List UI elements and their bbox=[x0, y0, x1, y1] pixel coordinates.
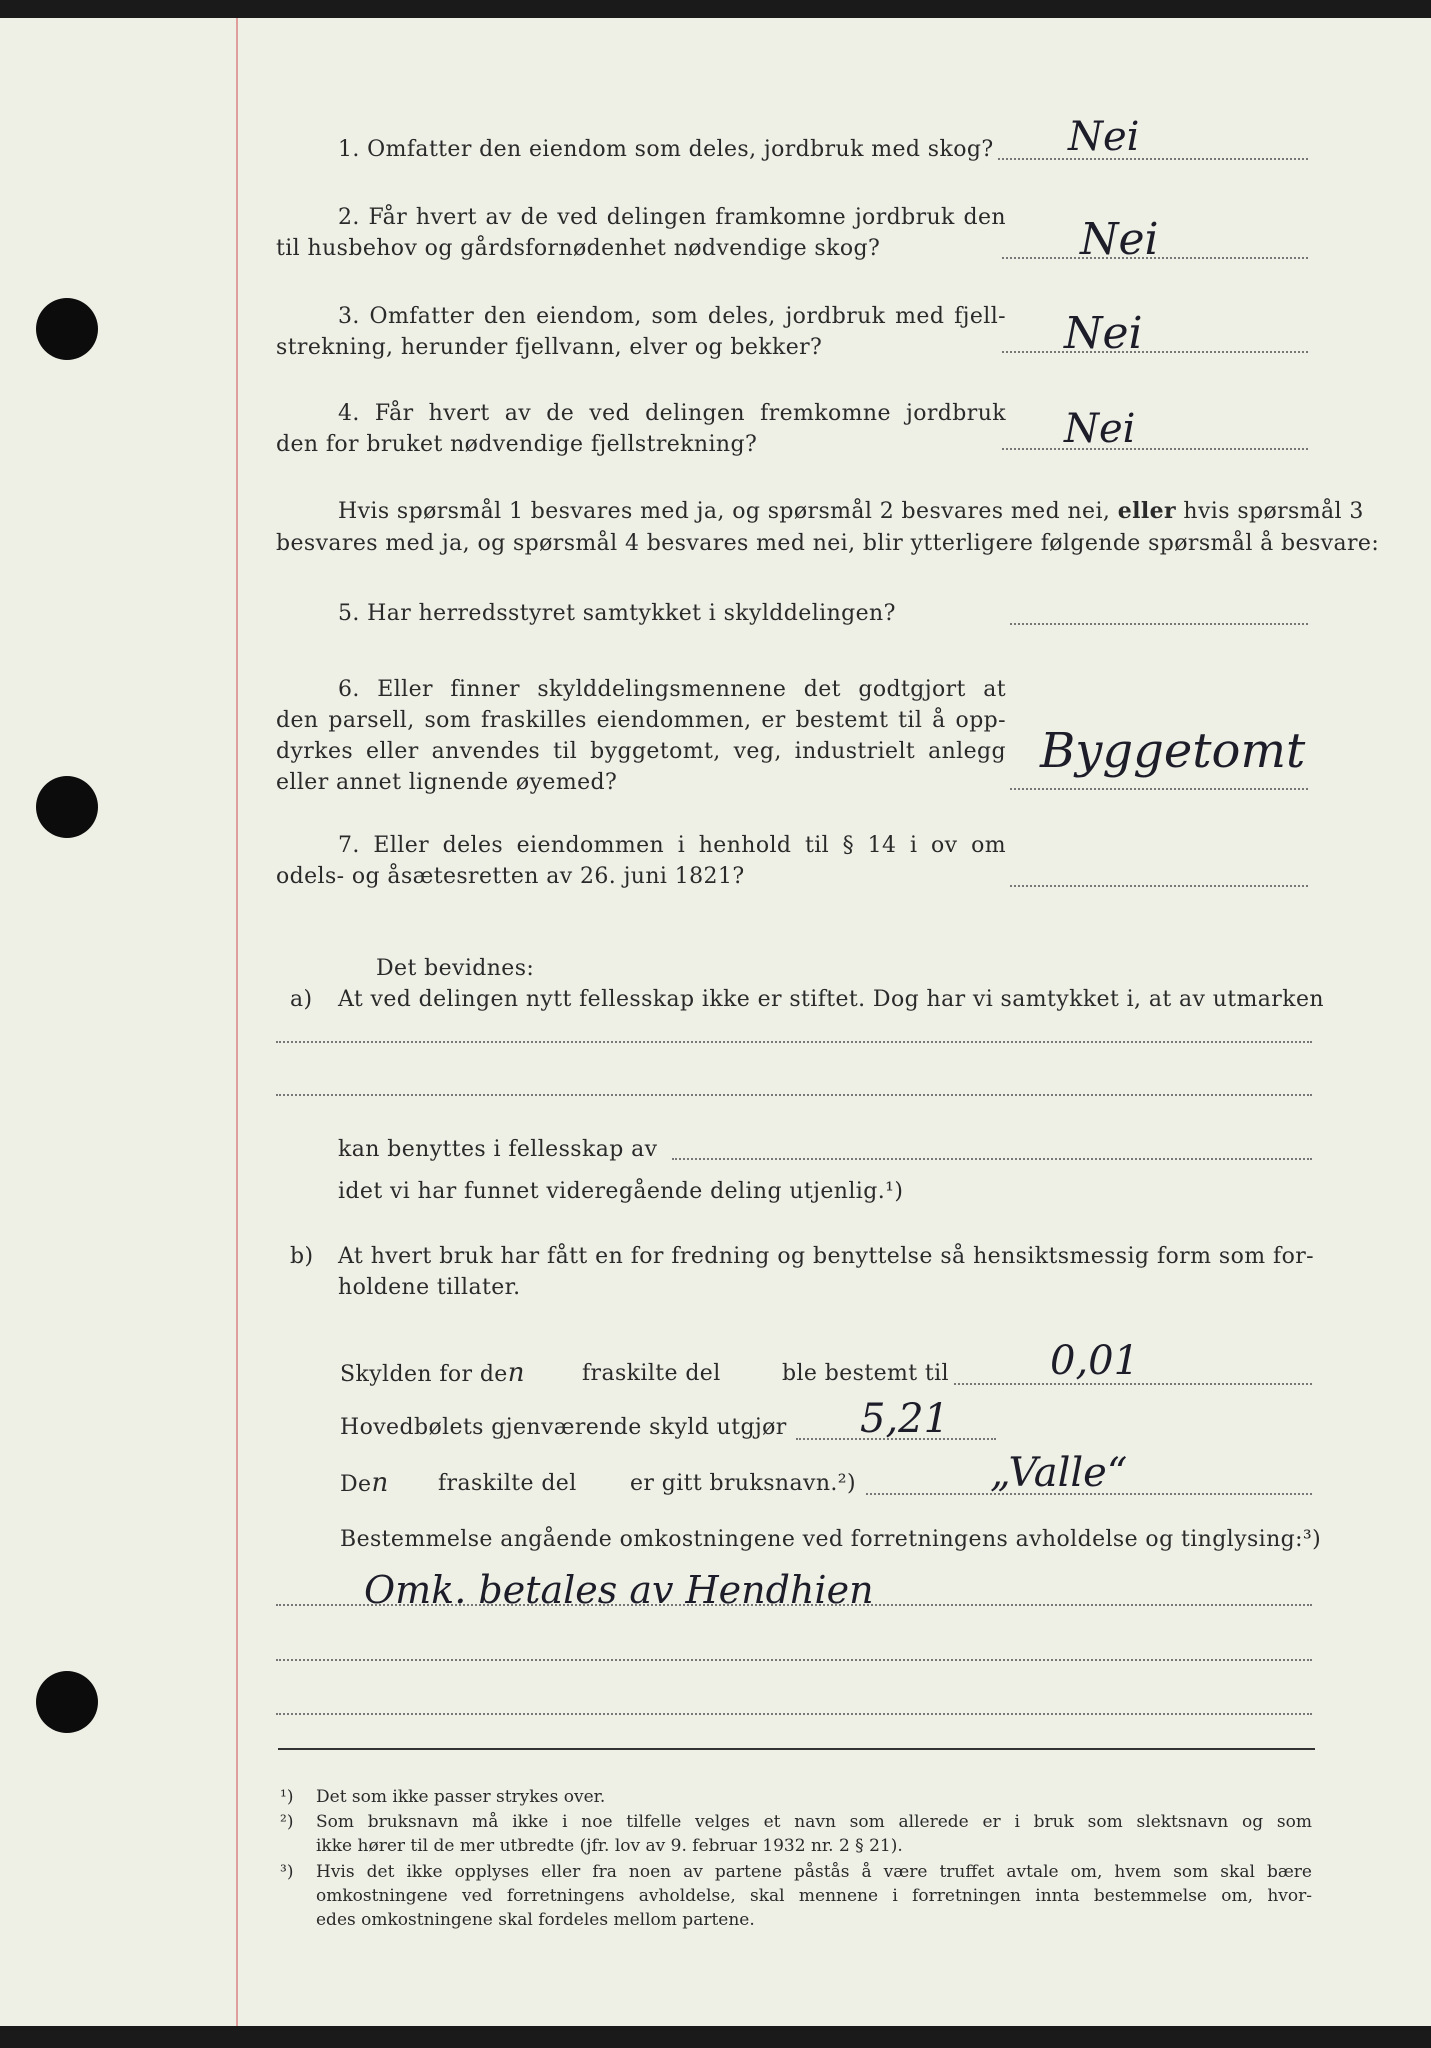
punch-hole-middle bbox=[36, 776, 98, 838]
skyld-label-a: Skylden for den bbox=[340, 1358, 525, 1388]
costs-line-2[interactable] bbox=[276, 1659, 1312, 1661]
footnote-separator bbox=[278, 1748, 1315, 1750]
attest-a-blank-line-1[interactable] bbox=[276, 1041, 1312, 1043]
red-margin-line bbox=[236, 18, 238, 2026]
answer-4-handwritten: Nei bbox=[1064, 406, 1136, 452]
footnote-3: ³) Hvis det ikke opplyses eller fra noen av partene påstås å være truffet avtale om, hvem som skal bære omkostningene ved forretningens avholdelse, skal mennene i forretningen innta bestemmelse om, hvor- edes omkostningene skal fordeles mellom partene. bbox=[280, 1862, 1312, 1930]
instruction-line-1: Hvis spørsmål 1 besvares med ja, og spørsmål 2 besvares med nei, eller hvis spørsmål 3 bbox=[338, 498, 1364, 524]
footnote-2: ²) Som bruksnavn må ikke i noe tilfelle velges et navn som allerede er i bruk som slektsnavn og som ikke hører til de mer utbredte (jfr. lov av 9. februar 1932 nr. 2 § 21). bbox=[280, 1812, 1312, 1856]
answer-line-4[interactable] bbox=[1002, 448, 1308, 450]
attest-a-reason: idet vi har funnet videregående deling utjenlig.¹) bbox=[338, 1179, 904, 1204]
answer-line-5[interactable] bbox=[1010, 623, 1308, 625]
attest-heading: Det bevidnes: bbox=[376, 956, 535, 981]
attest-a-text: At ved delingen nytt fellesskap ikke er stiftet. Dog har vi samtykket i, at av utmarken bbox=[338, 987, 1324, 1012]
question-7-line-1: 7. Eller deles eiendommen i henhold til § 14 i ov om bbox=[338, 833, 1006, 858]
hovedbol-label: Hovedbølets gjenværende skyld utgjør bbox=[340, 1415, 787, 1440]
skyld-label-b: fraskilte del bbox=[582, 1361, 721, 1386]
question-7-line-2: odels- og åsætesretten av 26. juni 1821? bbox=[276, 864, 745, 889]
bruksnavn-label-b: fraskilte del bbox=[438, 1471, 577, 1496]
bruksnavn-label-a: Den bbox=[340, 1468, 389, 1498]
attest-b-line-1: At hvert bruk har fått en for fredning og benyttelse så hensiktsmessig form som for- bbox=[338, 1244, 1314, 1269]
attest-b-marker: b) bbox=[290, 1244, 314, 1269]
instruction-line-2: besvares med ja, og spørsmål 4 besvares med nei, blir ytterligere følgende spørsmål å besvare: bbox=[276, 531, 1380, 556]
question-6-line-4: eller annet lignende øyemed? bbox=[276, 770, 618, 795]
skyld-handwritten-n: n bbox=[507, 1358, 525, 1388]
attest-a-blank-line-2[interactable] bbox=[276, 1094, 1312, 1096]
skyld-value-handwritten: 0,01 bbox=[1050, 1338, 1140, 1384]
answer-2-handwritten: Nei bbox=[1080, 214, 1159, 265]
question-6-line-2: den parsell, som fraskilles eiendommen, er bestemt til å opp- bbox=[276, 708, 1006, 733]
question-6-line-3: dyrkes eller anvendes til byggetomt, veg, industrielt anlegg bbox=[276, 739, 1006, 764]
bruksnavn-handwritten-n: n bbox=[371, 1468, 389, 1498]
answer-line-1[interactable] bbox=[998, 158, 1308, 160]
attest-a-marker: a) bbox=[290, 987, 313, 1012]
attest-a-shared-label: kan benyttes i fellesskap av bbox=[338, 1137, 658, 1162]
answer-3-handwritten: Nei bbox=[1064, 308, 1143, 359]
question-5-text: 5. Har herredsstyret samtykket i skylddelingen? bbox=[338, 601, 896, 626]
answer-line-3[interactable] bbox=[1002, 351, 1308, 353]
question-3-line-1: 3. Omfatter den eiendom, som deles, jordbruk med fjell- bbox=[338, 304, 1006, 329]
attest-b-line-2: holdene tillater. bbox=[338, 1275, 521, 1300]
answer-line-6[interactable] bbox=[1010, 788, 1308, 790]
question-1-text: 1. Omfatter den eiendom som deles, jordbruk med skog? bbox=[338, 137, 994, 162]
question-6-line-1: 6. Eller finner skylddelingsmennene det godtgjort at bbox=[338, 677, 1006, 702]
punch-hole-bottom bbox=[36, 1671, 98, 1733]
answer-1-handwritten: Nei bbox=[1068, 114, 1140, 160]
skyld-label-c: ble bestemt til bbox=[782, 1361, 949, 1386]
answer-6-handwritten: Byggetomt bbox=[1040, 723, 1306, 779]
attest-a-shared-line[interactable] bbox=[672, 1158, 1312, 1160]
costs-line-1[interactable] bbox=[276, 1604, 1312, 1606]
question-3-line-2: strekning, herunder fjellvann, elver og bekker? bbox=[276, 335, 823, 360]
question-2-line-2: til husbehov og gårdsfornødenhet nødvendige skog? bbox=[276, 236, 881, 261]
question-4-line-2: den for bruket nødvendige fjellstrekning? bbox=[276, 432, 758, 457]
bruksnavn-value-handwritten: „Valle“ bbox=[990, 1450, 1128, 1496]
costs-label: Bestemmelse angående omkostningene ved forretningens avholdelse og tinglysing:³) bbox=[340, 1527, 1322, 1552]
punch-hole-top bbox=[36, 298, 98, 360]
answer-line-7[interactable] bbox=[1010, 885, 1308, 887]
instruction-bold-eller: eller bbox=[1117, 498, 1176, 524]
form-page bbox=[0, 18, 1431, 2026]
question-2-line-1: 2. Får hvert av de ved delingen framkomne jordbruk den bbox=[338, 205, 1006, 230]
question-4-line-1: 4. Får hvert av de ved delingen fremkomne jordbruk bbox=[338, 401, 1006, 426]
bruksnavn-label-c: er gitt bruksnavn.²) bbox=[630, 1471, 856, 1496]
footnote-1: ¹) Det som ikke passer strykes over. bbox=[280, 1787, 606, 1807]
hovedbol-value-handwritten: 5,21 bbox=[860, 1396, 950, 1442]
costs-line-3[interactable] bbox=[276, 1713, 1312, 1715]
costs-value-handwritten: Omk. betales av Hendhien bbox=[364, 1568, 874, 1612]
